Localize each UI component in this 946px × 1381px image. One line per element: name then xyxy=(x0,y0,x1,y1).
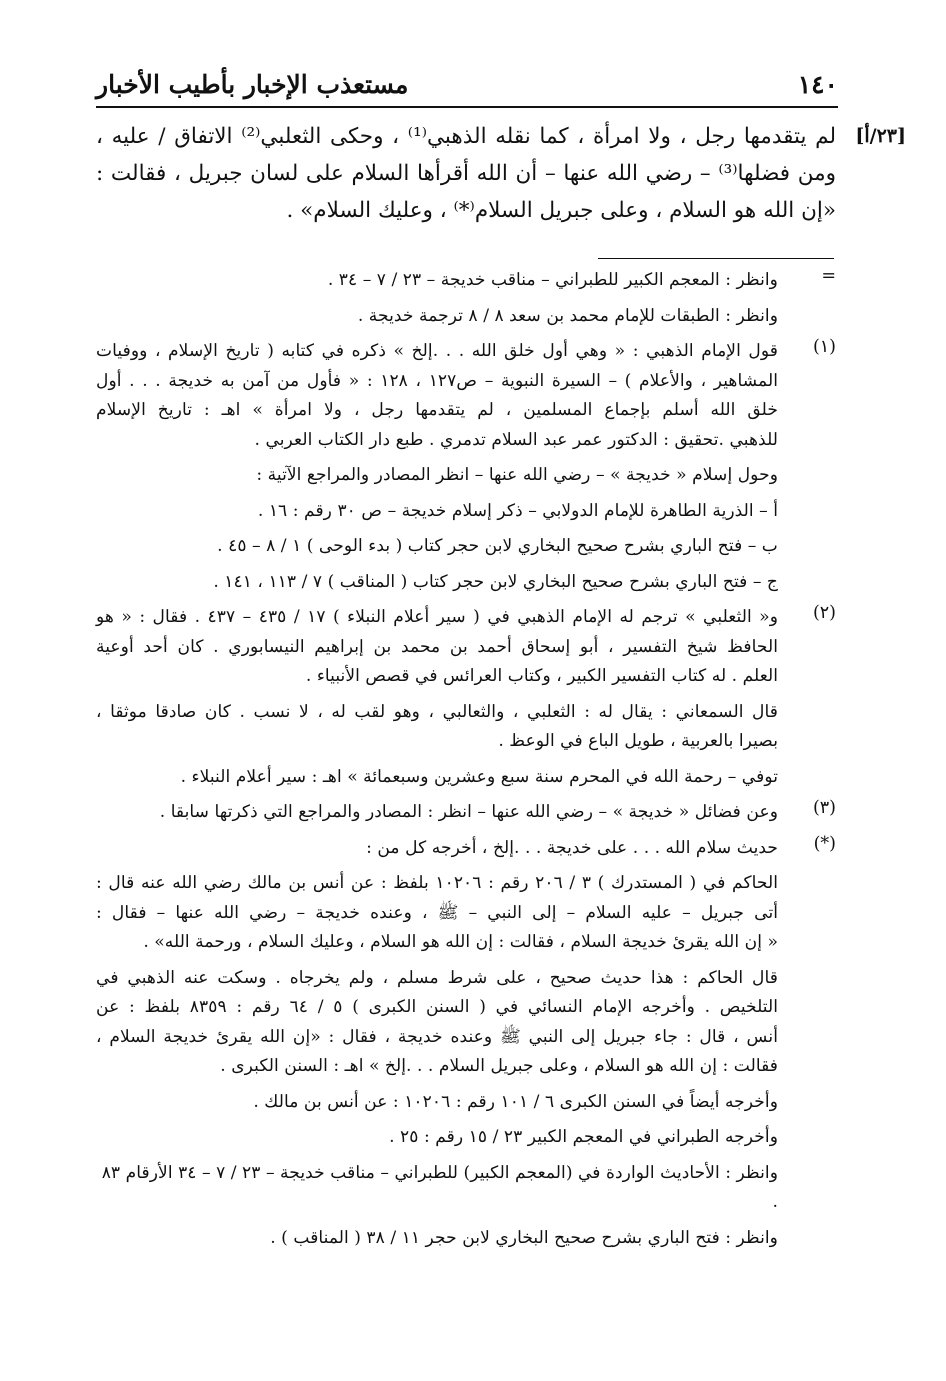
footnote-marker: (*) xyxy=(813,833,836,854)
footnote-line: بصيرا بالعربية ، طويل الباع في الوعظ . xyxy=(498,731,778,751)
footnote-line: ج – فتح الباري بشرح صحيح البخاري لابن حجر كتاب ( المناقب ) ٧ / ١١٣ ، ١٤١ . xyxy=(213,571,778,592)
footnote xyxy=(96,834,838,1254)
main-line: ومن فضلها⁽³⁾ – رضي الله عنها – أن الله أقرأها السلام على لسان جبريل ، فقالت : xyxy=(96,161,836,186)
footnotes xyxy=(96,266,838,1259)
footnote-line: وعن فضائل « خديجة » – رضي الله عنها – انظر : المصادر والمراجع التي ذكرتها سابقا . xyxy=(159,802,778,822)
running-header xyxy=(96,66,838,108)
footnote-line: وانظر : فتح الباري بشرح صحيح البخاري لابن حجر ١١ / ٣٨ ( المناقب ) . xyxy=(270,1227,778,1248)
footnote-line: قال السمعاني : يقال له : الثعلبي ، والثعالبي ، وهو لقب له ، لا نسب . كان صادقا موثقا ، xyxy=(96,701,778,722)
footnote-line: أتى جبريل – عليه السلام – إلى النبي – ﷺ ، وعنده خديجة – رضي الله عنها – فقال : xyxy=(96,902,778,923)
footnote-line: خلق الله أسلم بإجماع المسلمين ، لم يتقدمها رجل ، ولا امرأة » اهـ : تاريخ الإسلام xyxy=(96,400,778,420)
footnote xyxy=(96,337,838,597)
footnote-marker: (١) xyxy=(812,337,836,357)
footnote-line: التلخيص . وأخرجه الإمام النسائي في ( السنن الكبرى ) ٥ / ٦٤ رقم : ٨٣٥٩ بلفظ : عن xyxy=(96,997,779,1017)
footnote xyxy=(96,798,838,828)
footnote-line: وانظر : المعجم الكبير للطبراني – مناقب خديجة – ٢٣ / ٧ – ٣٤ . xyxy=(327,270,778,290)
footnote-line: وأخرجه الطبراني في المعجم الكبير ٢٣ / ١٥ رقم : ٢٥ . xyxy=(389,1127,778,1147)
footnote-line: توفي – رحمة الله في المحرم سنة سبع وعشرين وسبعمائة » اهـ : سير أعلام النبلاء . xyxy=(180,766,778,787)
footnote-marker: = xyxy=(821,266,836,286)
footnote-line: وانظر : الطبقات للإمام محمد بن سعد ٨ / ٨ ترجمة خديجة . xyxy=(357,305,778,326)
footnote-line: المشاهير ، والأعلام ) – السيرة النبوية – ص١٢٧ ، ١٢٨ : « فأول من آمن به خديجة . . . أول xyxy=(96,370,778,391)
main-line: لم يتقدمها رجل ، ولا امرأة ، كما نقله الذهبي⁽¹⁾ ، وحكى الثعلبي⁽²⁾ الاتفاق / عليه ، xyxy=(96,124,837,149)
footnote-line: حديث سلام الله . . . على خديجة . . .إلخ ، أخرجه كل من : xyxy=(366,837,778,858)
footnote-line: العلم . له كتاب التفسير الكبير ، وكتاب العرائس في قصص الأنبياء . xyxy=(305,666,778,686)
footnote xyxy=(96,266,838,331)
footnote-line: قول الإمام الذهبي : « وهي أول خلق الله . . .إلخ » ذكره في كتابه ( تاريخ الإسلام ، ووفيات xyxy=(96,341,778,361)
main-text xyxy=(96,118,906,229)
footnote-marker: (٢) xyxy=(812,603,836,623)
footnote-line: ب – فتح الباري بشرح صحيح البخاري لابن حجر كتاب ( بدء الوحى ) ١ / ٨ – ٤٥ . xyxy=(217,536,778,556)
footnote-line: وأخرجه أيضاً في السنن الكبرى ٦ / ١٠١ رقم : ١٠٢٠٦ : عن أنس بن مالك . xyxy=(253,1091,778,1112)
footnote-line: للذهبي .تحقيق : الدكتور عمر عبد السلام تدمري . طبع دار الكتاب العربي . xyxy=(254,429,778,450)
book-title: مستعذب الإخبار بأطيب الأخبار xyxy=(96,70,409,99)
footnote xyxy=(96,603,838,792)
page-number: ١٤٠ xyxy=(797,70,838,99)
footnote-line: وحول إسلام « خديجة » – رضي الله عنها – انظر المصادر والمراجع الآتية : xyxy=(256,465,778,485)
footnote-line: أ – الذرية الطاهرة للإمام الدولابي – ذكر إسلام خديجة – ص ٣٠ رقم : ١٦ . xyxy=(257,500,778,521)
footnote-divider xyxy=(598,258,834,259)
footnote-line: الحاكم في ( المستدرك ) ٣ / ٢٠٦ رقم : ١٠٢٠٦ بلفظ : عن أنس بن مالك رضي الله عنه قال : xyxy=(96,873,778,893)
main-line: «إن الله هو السلام ، وعلى جبريل السلام⁽*⁾ ، وعليك السلام» . xyxy=(286,198,836,223)
footnote-line: وانظر : الأحاديث الواردة في (المعجم الكبير) للطبراني – مناقب خديجة – ٢٣ / ٧ – ٣٤ الأرقام ٨٣ . xyxy=(101,1162,778,1212)
footnote-line: الحافظ شيخ التفسير ، أبو إسحاق أحمد بن محمد بن إبراهيم النيسابوري . كان أحد أوعية xyxy=(96,636,778,657)
footnote-line: فقالت : إن الله هو السلام ، وعلى جبريل السلام . . .إلخ » اهـ : السنن الكبرى . xyxy=(220,1056,778,1076)
footnote-line: قال الحاكم : هذا حديث صحيح ، على شرط مسلم ، ولم يخرجاه . وسكت عنه الذهبي في xyxy=(96,967,778,988)
footnote-line: و« الثعلبي » ترجم له الإمام الذهبي في ( سير أعلام النبلاء ) ١٧ / ٤٣٥ – ٤٣٧ . فقال : « هو xyxy=(96,607,778,627)
footnote-line: « إن الله يقرئ خديجة السلام ، فقالت : إن الله هو السلام ، وعليك السلام ، ورحمة الله» . xyxy=(143,932,778,952)
manuscript-folio-ref: [٢٣/أ] xyxy=(855,125,906,147)
footnote-line: أنس ، قال : جاء جبريل إلى النبي ﷺ وعنده خديجة ، فقال : «إن الله يقرئ خديجة السلام ، xyxy=(96,1026,778,1047)
main-body xyxy=(96,118,836,229)
footnote-marker: (٣) xyxy=(812,798,836,818)
